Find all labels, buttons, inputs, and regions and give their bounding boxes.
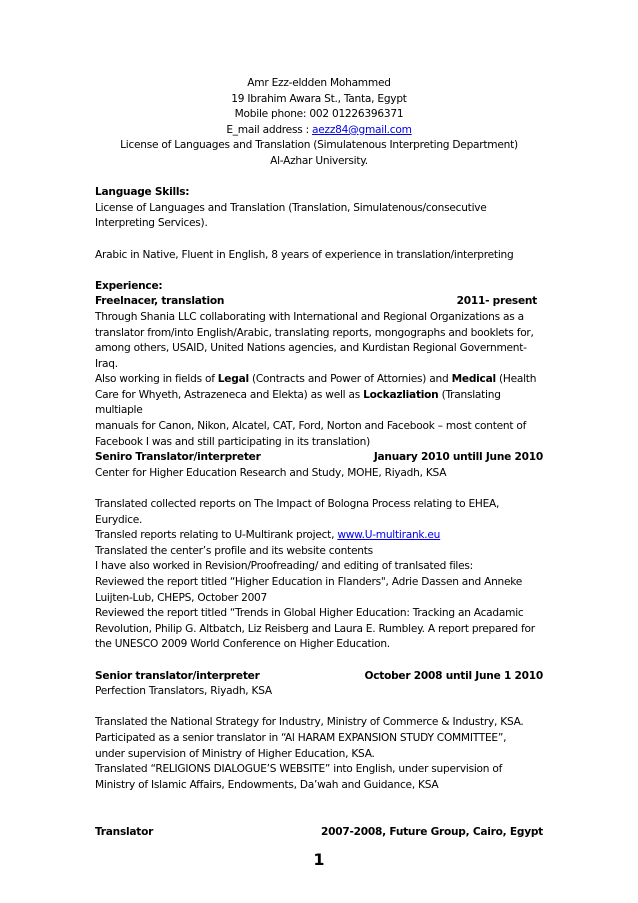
- language-skills-heading: Language Skills:: [95, 186, 190, 199]
- job-dates: 2011- present: [456, 295, 537, 308]
- job-description-line: Care for Whyeth, Astrazeneca and Elekta) as well as Lockazliation (Translating multiaple: [95, 388, 501, 417]
- job-description-line: the UNESCO 2009 World Conference on Higher Education.: [95, 638, 390, 651]
- job-title: Seniro Translator/interpreter: [95, 451, 261, 464]
- job-description-line: Ministry of Islamic Affairs, Endowments, Da’wah and Guidance, KSA: [95, 778, 439, 791]
- field-legal: Legal: [217, 373, 249, 386]
- language-skills-line: License of Languages and Translation (Translation, Simulatenous/consecutive: [95, 201, 487, 214]
- job-description-line: under supervision of Ministry of Higher Education, KSA.: [95, 747, 375, 760]
- phone: Mobile phone: 002 01226396371: [234, 108, 404, 121]
- job-organization: Perfection Translators, Riyadh, KSA: [95, 685, 272, 698]
- job-title: Translator: [95, 825, 154, 838]
- email-label: E_mail address :: [226, 123, 313, 136]
- job-description-line: Through Shania LLC collaborating with International and Regional Organizations as a: [95, 310, 524, 323]
- u-multirank-link[interactable]: www.U-multirank.eu: [337, 529, 441, 542]
- university: Al-Azhar University.: [270, 154, 368, 167]
- job-description-line: translator from/into English/Arabic, translating reports, mongographs and booklets for,: [95, 326, 534, 339]
- job-description-line: Participated as a senior translator in “Al HARAM EXPANSION STUDY COMMITTEE”,: [95, 731, 507, 744]
- job-description-line: manuals for Canon, Nikon, Alcatel, CAT, Ford, Norton and Facebook – most content of: [95, 420, 527, 433]
- job-header: [95, 825, 543, 841]
- resume-content: [95, 76, 543, 840]
- job-title: Freelnacer, translation: [95, 295, 225, 308]
- job-description-line: Translated the center’s profile and its website contents: [95, 544, 373, 557]
- full-name: Amr Ezz-eldden Mohammed: [247, 77, 391, 89]
- job-description-line: Luijten-Lub, CHEPS, October 2007: [95, 591, 268, 604]
- field-medical: Medical: [451, 373, 496, 386]
- job-description-line: Transled reports relating to U-Multirank project, www.U-multirank.eu: [95, 529, 441, 542]
- job-dates: October 2008 until June 1 2010: [364, 669, 543, 682]
- job-description-line: Reviewed the report titled “Higher Education in Flanders", Adrie Dassen and Anneke: [95, 576, 523, 588]
- field-localization: Lockazliation: [363, 388, 439, 401]
- language-skills-section: [95, 185, 543, 263]
- job-description-line: Translated collected reports on The Impact of Bologna Process relating to EHEA,: [95, 498, 500, 511]
- experience-heading: Experience:: [95, 279, 163, 292]
- license-line: License of Languages and Translation (Simulatenous Interpreting Department): [120, 139, 518, 152]
- email-link[interactable]: aezz84@gmail.com: [312, 123, 412, 136]
- language-summary: Arabic in Native, Fluent in English, 8 years of experience in translation/interpreting: [95, 248, 514, 261]
- job-title: Senior translator/interpreter: [95, 669, 260, 682]
- job-header: [95, 294, 543, 310]
- job-dates: January 2010 untill June 2010: [373, 451, 543, 464]
- job-description-line: among others, USAID, United Nations agencies, and Kurdistan Regional Government-Iraq.: [95, 342, 527, 370]
- experience-section: [95, 279, 543, 840]
- language-skills-line: Interpreting Services).: [95, 217, 208, 230]
- address: 19 Ibrahim Awara St., Tanta, Egypt: [231, 92, 407, 105]
- job-description-line: Eurydice.: [95, 513, 143, 526]
- job-description-line: Revolution, Philip G. Altbatch, Liz Reisberg and Laura E. Rumbley. A report prepared for: [95, 622, 535, 635]
- job-description-line: I have also worked in Revision/Proofreading/ and editing of tranlsated files:: [95, 560, 473, 573]
- job-description-line: Translated the National Strategy for Industry, Ministry of Commerce & Industry, KSA.: [95, 716, 524, 729]
- contact-header: [95, 76, 543, 170]
- job-description-line: Also working in fields of Legal (Contracts and Power of Attornies) and Medical (Health: [95, 373, 537, 386]
- job-organization: Center for Higher Education Research and Study, MOHE, Riyadh, KSA: [95, 466, 447, 479]
- job-header: [95, 669, 543, 685]
- job-dates: 2007-2008, Future Group, Cairo, Egypt: [321, 825, 543, 838]
- job-description-line: Facebook I was and still participating in its translation): [95, 435, 371, 448]
- job-description-line: Reviewed the report titled “Trends in Global Higher Education: Tracking an Acadamic: [95, 607, 524, 620]
- job-description-line: Translated “RELIGIONS DIALOGUE’S WEBSITE” into English, under supervision of: [95, 763, 503, 776]
- job-header: [95, 450, 543, 466]
- page-number: 1: [313, 850, 325, 869]
- email-line: [95, 123, 543, 139]
